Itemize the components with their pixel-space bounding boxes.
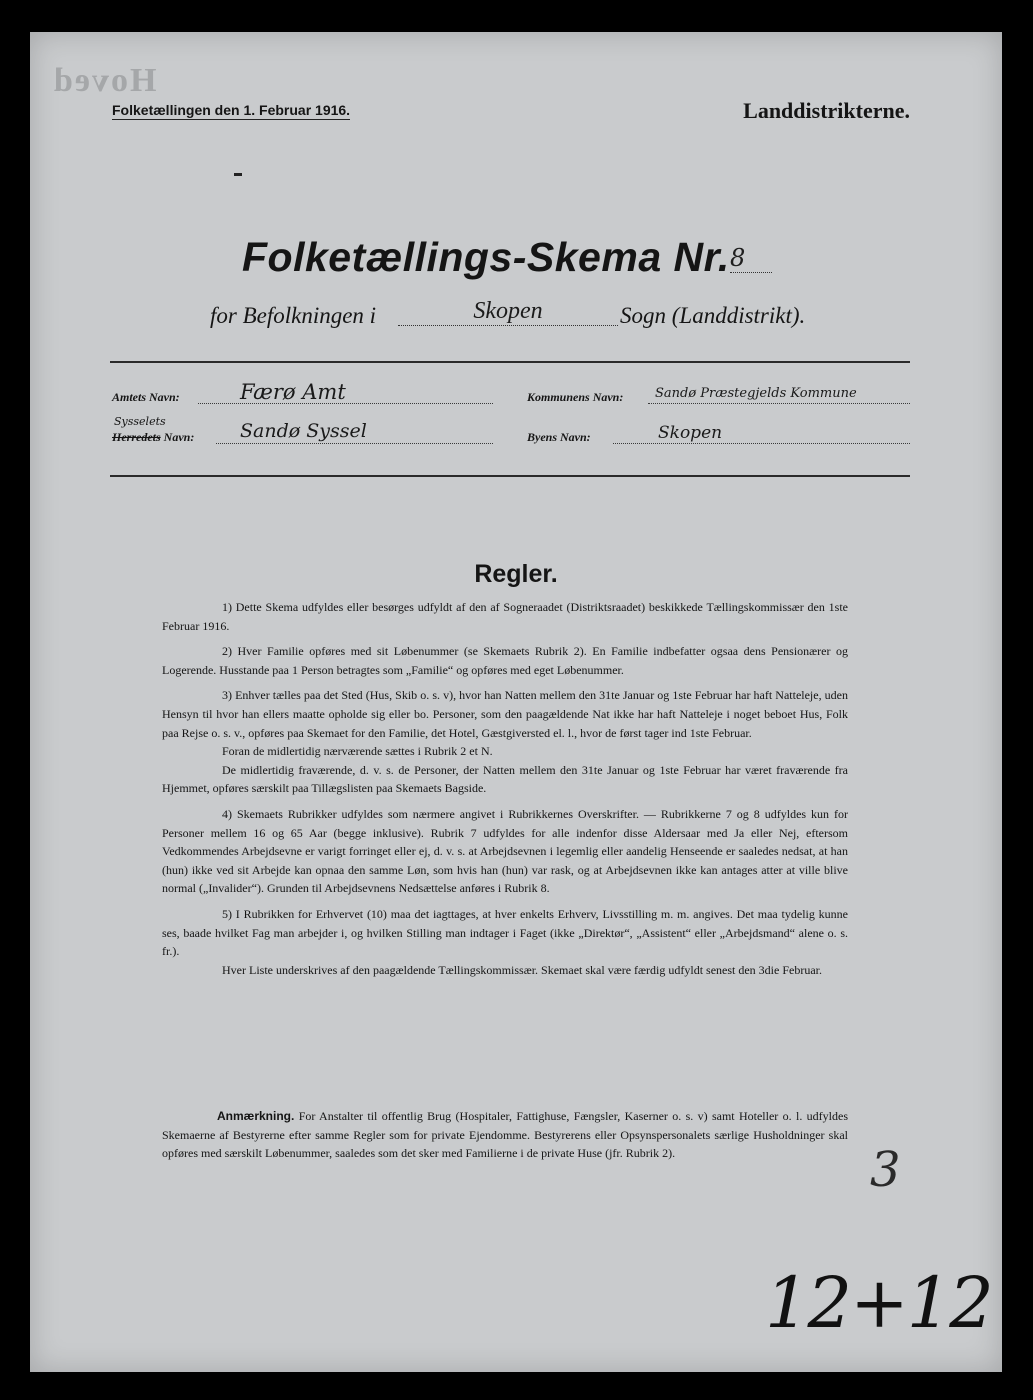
herred-label — [112, 430, 194, 445]
rules-heading: Regler. — [474, 560, 558, 588]
kommune-value-handwritten: Sandø Præstegjelds Kommune — [655, 386, 857, 401]
kommune-label: Kommunens Navn: — [527, 390, 624, 404]
page-mark-handwritten: 3 — [870, 1142, 901, 1198]
remark-label: Anmærkning. — [217, 1109, 295, 1123]
rule-3-present: Foran de midlertidig nærværende sættes i Rubrik 2 et N. — [222, 744, 493, 759]
by-value-handwritten: Skopen — [658, 423, 723, 443]
subtitle-prefix: for Befolkningen i — [210, 303, 377, 328]
rule-4: 4) Skemaets Rubrikker udfyldes som nærmere angivet i Rubrikkernes Overskrifter. — Rubrikkerne 7 og 8 udfyldes kun for Personer mellem 16 og 65 Aar (begge inklusive). Rubrik 7 udfyldes for alle indenfor disse Aldersaar med Ja eller Nej, eftersom Vedkommendes Arbejdsevne er varigt forringet eller ej, d. v. s. at Arbejdsevnen i legemlig eller aandelig Henseende er saaledes nedsat, at han (hun) ikke ved sit Arbejde kan opnaa den samme Løn, som hvis han (hun) var rask, og at Arbejdsevnen ikke kan antages atter at ville blive normal („Invalider“). Grunden til Arbejdsevnens Nedsættelse anføres i Rubrik 8. — [162, 806, 848, 896]
census-date-header: Folketællingen den 1. Februar 1916. — [112, 102, 351, 118]
rule-5: 5) I Rubrikken for Erhvervet (10) maa det iagttages, at hver enkelts Erhverv, Livsstilling m. m. angives. Det maa tydelig kunne ses, baade hvilket Fag man arbejder i, og hvilken Stilling man indtager i Faget (ikke „Direktør“, „Assistent“ eller „Arbejdsmand“ alene o. s. fr.). — [162, 906, 848, 959]
rule-1: 1) Dette Skema udfyldes eller besørges udfyldt af den af Sogneraadet (Distriktsraadet) beskikkede Tællingskommissær den 1ste Februar 1916. — [162, 600, 848, 633]
form-number: 8 — [730, 244, 772, 273]
remark-section — [162, 1107, 848, 1163]
remark-paragraph — [162, 1107, 848, 1163]
herred-fill-line — [216, 442, 493, 444]
amt-value-handwritten: Færø Amt — [240, 380, 346, 404]
census-form-page — [30, 32, 1002, 1372]
sysselets-handwritten: Sysselets — [114, 415, 166, 428]
herred-value-handwritten: Sandø Syssel — [240, 420, 367, 442]
kommune-fill-line — [648, 402, 910, 404]
divider-top — [110, 361, 910, 363]
ink-dash — [234, 173, 242, 176]
rule-3-absent: De midlertidig fraværende, d. v. s. de Personer, der Natten mellem den 31te Januar og 1ste Februar har været fraværende fra Hjemmet, opføres særskilt paa Tillægslisten paa Skemaets Bagside. — [162, 762, 848, 796]
by-label: Byens Navn: — [527, 430, 591, 444]
rule-2: 2) Hver Familie opføres med sit Løbenummer (se Skemaets Rubrik 2). En Familie indbefatter ogsaa dens Pensionærer og Logerende. Husstande paa 1 Person betragtes som „Familie“ og opføres med eget Løbenummer. — [162, 644, 848, 677]
rule-signature: Hver Liste underskrives af den paagældende Tællingskommissær. Skemaet skal være færdig udfyldt senest den 3die Februar. — [222, 962, 822, 977]
parish-name-handwritten: Skopen — [398, 298, 618, 326]
herred-label-rest: Navn: — [160, 430, 195, 444]
subtitle-suffix: Sogn (Landdistrikt). — [620, 303, 806, 328]
bleed-through-text: Hoved — [52, 62, 157, 99]
remark-text: For Anstalter til offentlig Brug (Hospitaler, Fattighuse, Fængsler, Kaserner o. s. v) samt Hoteller o. l. udfyldes Skemaerne af Bestyrerne efter samme Regler som for private Ejendomme. Bestyrerens eller Opsynspersonalets særlige Husholdninger skal opføres med særskilt Løbenummer, saaledes som det sker med Familierne i de private Huse (jfr. Rubrik 2). — [162, 1109, 848, 1161]
rules-body — [162, 598, 848, 986]
form-title: Folketællings-Skema Nr. — [242, 234, 730, 280]
rule-3: 3) Enhver tælles paa det Sted (Hus, Skib o. s. v), hvor han Natten mellem den 31te Januar og 1ste Februar har haft Natteleje, uden Hensyn til hvor han ellers maatte opholde sig eller bo. Personer, som den paagældende Nat ikke har haft Natteleje i noget beboet Hus, Folk paa Rejse o. s. v., opføres paa Skemaet for den Familie, det Hotel, Gæstgiversted el. l., hvor de først tager ind 1ste Februar. — [162, 688, 848, 740]
divider-bottom — [110, 475, 910, 477]
amt-label: Amtets Navn: — [112, 390, 180, 404]
count-mark-handwritten: 12+12 — [765, 1262, 992, 1344]
district-type-header: Landdistrikterne. — [743, 98, 910, 123]
herred-label-struck: Herredets — [112, 430, 161, 444]
